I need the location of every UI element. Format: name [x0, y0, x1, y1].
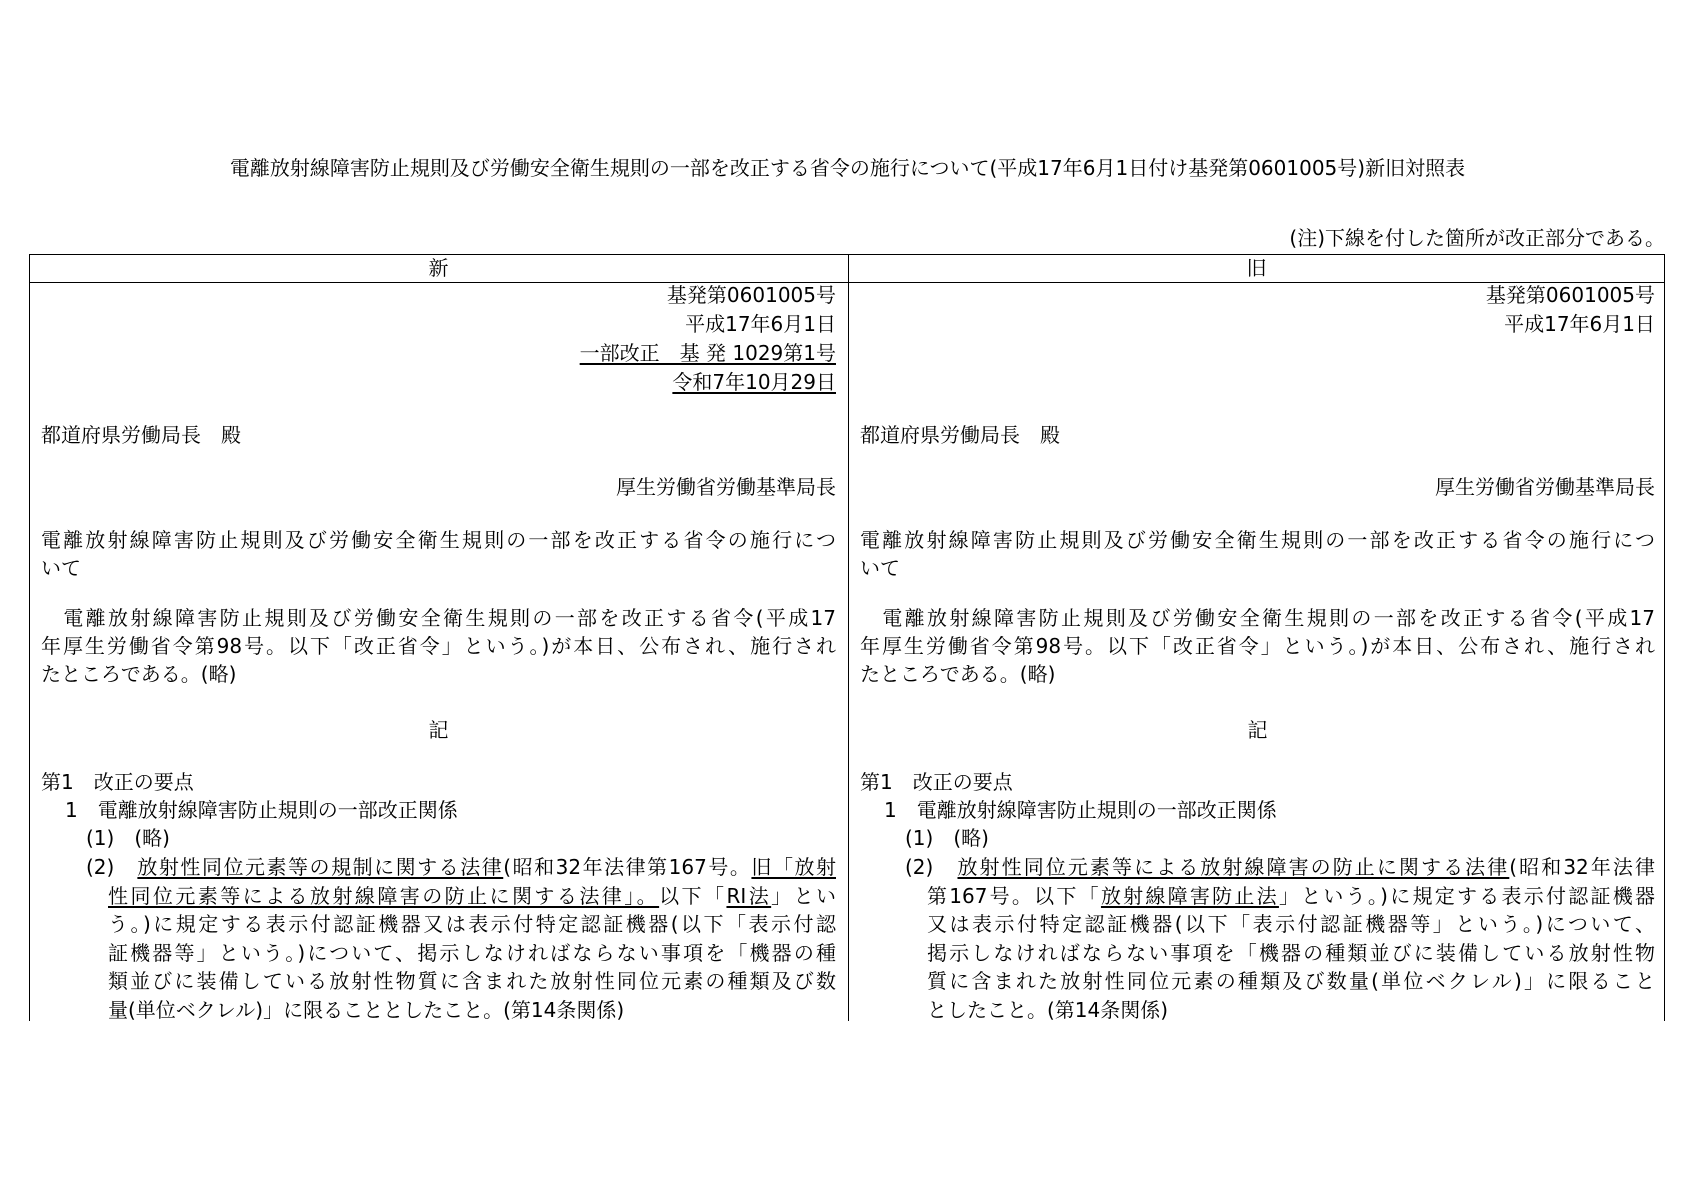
- notice-number: [860, 281, 1655, 309]
- text-segment: 量(単位ベクレル)」に限ることとしたこと。(第14条関係): [108, 998, 625, 1022]
- text-segment: 記: [1247, 718, 1268, 742]
- text-segment: 」という。)に規定する表示付認証機器: [1278, 884, 1655, 908]
- item-2-line: [927, 939, 1655, 967]
- column-divider: [848, 254, 849, 1021]
- addressee: [41, 421, 836, 449]
- text-segment: 平成17年6月1日: [1504, 312, 1655, 336]
- text-segment: 質に含まれた放射性同位元素の種類及び数量(単位ベクレル)」に限ること: [927, 969, 1655, 993]
- ki-heading: [860, 716, 1655, 744]
- item-1: [86, 824, 836, 852]
- text-segment: 掲示しなければならない事項を「機器の種類並びに装備している放射性物: [927, 941, 1655, 965]
- text-segment: 記: [428, 718, 449, 742]
- amended-text: 放射性同位元素等の規制に関する法律: [137, 855, 504, 879]
- text-segment: 年厚生労働省令第98号。以下「改正省令」という。)が本日、公布され、施行され: [41, 634, 836, 658]
- notice-number: [41, 281, 836, 309]
- item-2-line: [86, 853, 836, 881]
- text-segment: たところである。(略): [41, 662, 237, 686]
- item-2-line: [108, 996, 836, 1024]
- document-title: 電離放射線障害防止規則及び労働安全衛生規則の一部を改正する省令の施行について(平成17年6月1日付け基発第0601005号)新旧対照表: [229, 156, 1466, 180]
- text-segment: 電離放射線障害防止規則及び労働安全衛生規則の一部を改正する省令の施行につ: [41, 528, 836, 552]
- amended-text: 令和7年10月29日: [672, 370, 836, 394]
- text-segment: たところである。(略): [860, 662, 1056, 686]
- text-segment: 第1 改正の要点: [860, 770, 1013, 794]
- text-segment: 基発第0601005号: [1485, 283, 1655, 307]
- item-2-line: [927, 967, 1655, 995]
- item-2-line: [108, 910, 836, 938]
- header-old: 旧: [1246, 256, 1267, 280]
- table-right-border: [1664, 254, 1665, 1021]
- text-segment: 電離放射線障害防止規則及び労働安全衛生規則の一部を改正する省令(平成17: [860, 606, 1655, 630]
- text-segment: 厚生労働省労働基準局長: [1435, 475, 1655, 499]
- text-segment: いて: [41, 556, 81, 580]
- item-2-line: [108, 939, 836, 967]
- item-2-line: [927, 996, 1655, 1024]
- ki-heading: [41, 716, 836, 744]
- intro-line: [860, 660, 1655, 688]
- text-segment: としたこと。(第14条関係): [927, 998, 1169, 1022]
- old-column: [860, 254, 1655, 1021]
- item-2-line: [905, 853, 1655, 881]
- item-2-line: [927, 910, 1655, 938]
- text-segment: 以下「: [659, 884, 727, 908]
- amended-text: 一部改正 基 発 1029第1号: [579, 341, 836, 365]
- text-segment: (1) (略): [86, 826, 170, 850]
- item-2-line: [927, 882, 1655, 910]
- text-segment: 電離放射線障害防止規則及び労働安全衛生規則の一部を改正する省令(平成17: [41, 606, 836, 630]
- subsection-heading: [884, 796, 1655, 824]
- text-segment: (1) (略): [905, 826, 989, 850]
- section-heading: [41, 768, 836, 796]
- text-segment: 」とい: [771, 884, 836, 908]
- intro-line: [860, 604, 1655, 632]
- new-column: [41, 254, 836, 1021]
- item-1: [905, 824, 1655, 852]
- notice-date: [860, 310, 1655, 338]
- notice-date: [41, 310, 836, 338]
- subject-line: [860, 526, 1655, 554]
- subsection-heading: [65, 796, 836, 824]
- sender: [41, 473, 836, 501]
- subject-line: [860, 554, 1655, 582]
- text-segment: 都道府県労働局長 殿: [41, 423, 241, 447]
- text-segment: 証機器等」という。)について、掲示しなければならない事項を「機器の種: [108, 941, 836, 965]
- addressee: [860, 421, 1655, 449]
- amended-text: RI法: [726, 884, 772, 908]
- text-segment: (2): [86, 855, 138, 879]
- amended-text: 放射線障害防止法: [1100, 884, 1279, 908]
- intro-line: [41, 632, 836, 660]
- text-segment: う。)に規定する表示付認証機器又は表示付特定認証機器(以下「表示付認: [108, 912, 836, 936]
- amendment-number: [41, 339, 836, 367]
- text-segment: 厚生労働省労働基準局長: [616, 475, 836, 499]
- text-segment: 第167号。以下「: [927, 884, 1101, 908]
- text-segment: 平成17年6月1日: [685, 312, 836, 336]
- intro-line: [41, 604, 836, 632]
- text-segment: 電離放射線障害防止規則及び労働安全衛生規則の一部を改正する省令の施行につ: [860, 528, 1655, 552]
- text-segment: 1 電離放射線障害防止規則の一部改正関係: [884, 798, 1277, 822]
- item-2-line: [108, 882, 836, 910]
- text-segment: (昭和32年法律第167号。: [503, 855, 752, 879]
- text-segment: (2): [905, 855, 958, 879]
- text-segment: 都道府県労働局長 殿: [860, 423, 1060, 447]
- sender: [860, 473, 1655, 501]
- text-segment: (昭和32年法律: [1509, 855, 1655, 879]
- header-new: 新: [428, 256, 449, 280]
- item-2-line: [108, 967, 836, 995]
- section-heading: [860, 768, 1655, 796]
- subject-line: [41, 526, 836, 554]
- table-left-border: [29, 254, 30, 1021]
- amended-text: 性同位元素等による放射線障害の防止に関する法律」。: [108, 884, 660, 908]
- subject-line: [41, 554, 836, 582]
- text-segment: 1 電離放射線障害防止規則の一部改正関係: [65, 798, 458, 822]
- amendment-date: [41, 368, 836, 396]
- text-segment: 第1 改正の要点: [41, 770, 194, 794]
- intro-line: [860, 632, 1655, 660]
- text-segment: 基発第0601005号: [666, 283, 836, 307]
- underline-note: (注)下線を付した箇所が改正部分である。: [1289, 226, 1665, 250]
- intro-line: [41, 660, 836, 688]
- amended-text: 放射性同位元素等による放射線障害の防止に関する法律: [957, 855, 1510, 879]
- amended-text: 旧「放射: [751, 855, 836, 879]
- text-segment: 又は表示付特定認証機器(以下「表示付認証機器等」という。)について、: [927, 912, 1655, 936]
- text-segment: 類並びに装備している放射性物質に含まれた放射性同位元素の種類及び数: [108, 969, 836, 993]
- text-segment: 年厚生労働省令第98号。以下「改正省令」という。)が本日、公布され、施行され: [860, 634, 1655, 658]
- comparison-table: [29, 254, 1665, 1021]
- text-segment: いて: [860, 556, 900, 580]
